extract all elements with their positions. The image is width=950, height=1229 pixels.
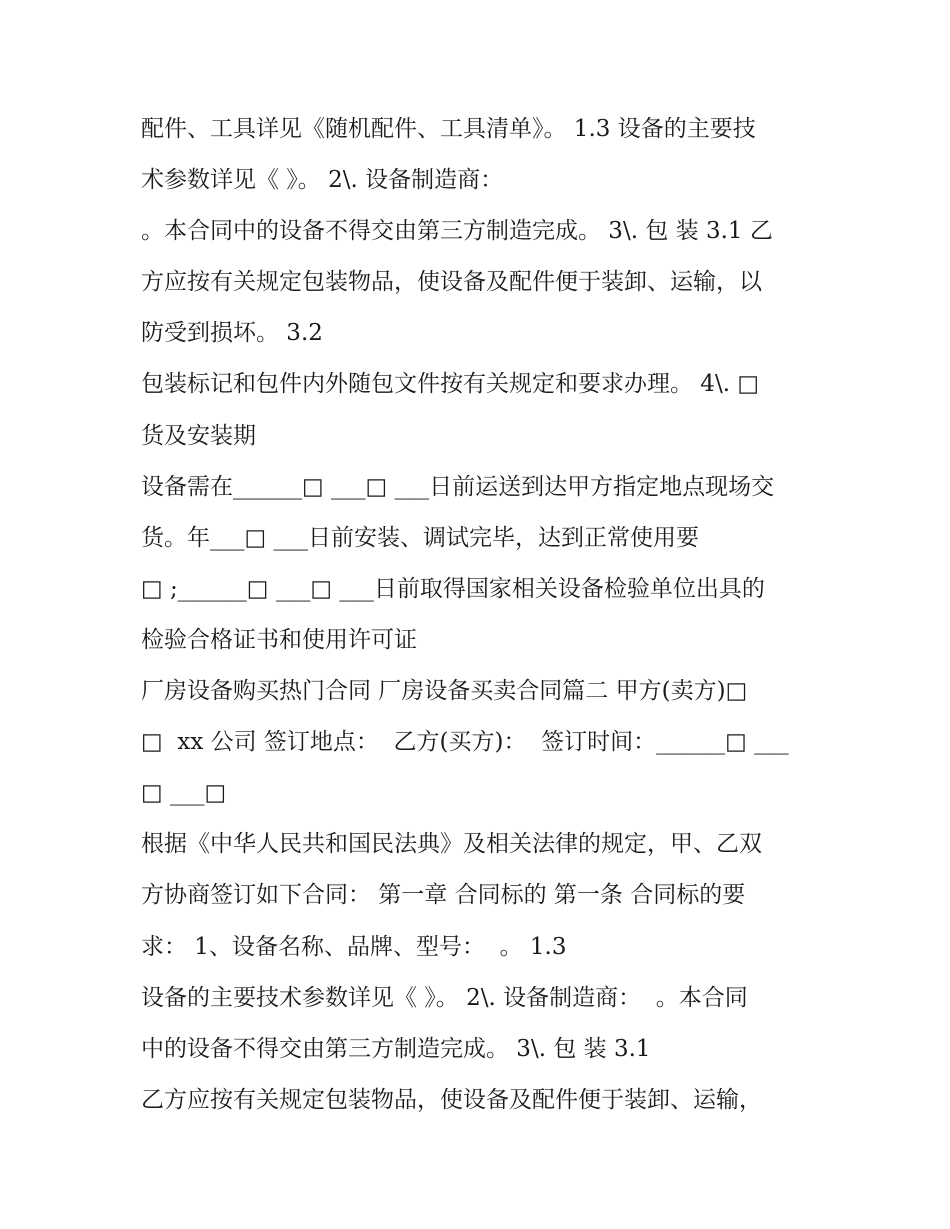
text-line: 中的设备不得交由第三方制造完成。 3\. 包 装 3.1 [141,1035,651,1062]
text-line: 术参数详见《 》。 2\. 设备制造商： [141,167,504,194]
text-line: 设备的主要技术参数详见《 》。 2\. 设备制造商： 。本合同 [141,984,748,1011]
document-body [141,104,831,1126]
text-line: 货及安装期 [141,422,256,449]
text-line: 防受到损坏。 3.2 [141,320,323,347]
text-line: 求： 1、设备名称、品牌、型号： 。 1.3 [141,933,567,960]
text-line: 检验合格证书和使用许可证 [141,626,417,653]
text-line: □ xx 公司 签订地点： 乙方(买方)： 签订时间：______□ ___ [141,729,789,756]
text-line: 厂房设备购买热门合同 厂房设备买卖合同篇二 甲方(卖方)□ [141,678,748,705]
text-line: 货。年___□ ___日前安装、调试完毕，达到正常使用要 [141,524,700,551]
text-line: 。本合同中的设备不得交由第三方制造完成。 3\. 包 装 3.1 乙 [141,218,773,245]
text-line: 包装标记和包件内外随包文件按有关规定和要求办理。 4\. □ [141,371,760,398]
text-line: □ ;______□ ___□ ___日前取得国家相关设备检验单位出具的 [141,575,765,602]
text-line: 乙方应按有关规定包装物品，使设备及配件便于装卸、运输， [141,1086,762,1113]
text-line: 方应按有关规定包装物品，使设备及配件便于装卸、运输，以 [141,269,762,296]
text-line: 配件、工具详见《随机配件、工具清单》。 1.3 设备的主要技 [141,116,756,142]
text-line: 方协商签订如下合同： 第一章 合同标的 第一条 合同标的要 [141,882,746,909]
text-line: □ ___□ [141,780,227,807]
text-line: 根据《中华人民共和国民法典》及相关法律的规定，甲、乙双 [141,831,762,858]
text-line: 设备需在______□ ___□ ___日前运送到达甲方指定地点现场交 [141,473,775,500]
